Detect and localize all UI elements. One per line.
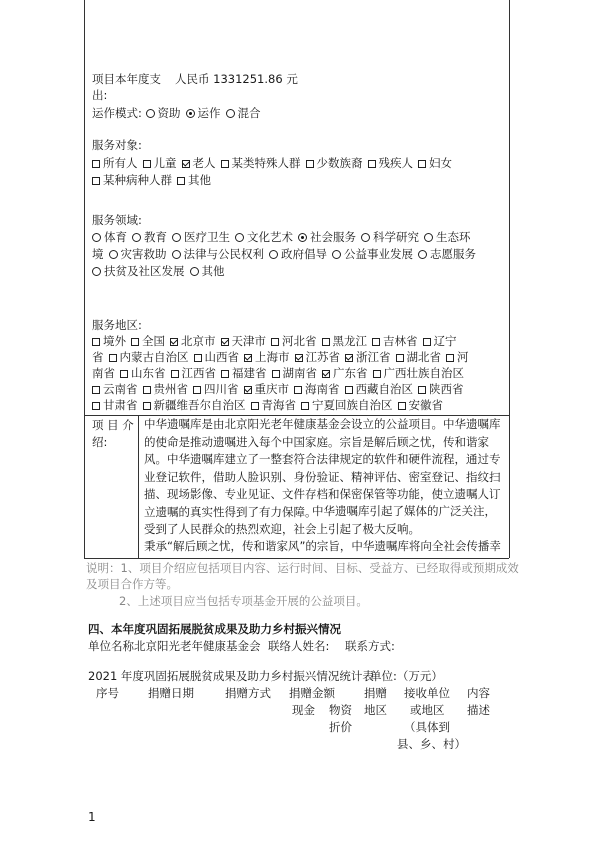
option-label: 天津市	[231, 334, 266, 348]
option-label: 贵州省	[153, 382, 188, 396]
option-label: 黑龙江	[332, 334, 367, 348]
option-label: 湖南省	[282, 366, 317, 380]
col-receiver-d: 县、乡、村）	[397, 737, 466, 751]
option-label: 志愿服务	[430, 247, 476, 261]
option-checkbox[interactable]	[92, 156, 138, 170]
option-checkbox[interactable]	[244, 382, 290, 396]
radio-icon[interactable]	[226, 109, 235, 118]
checkbox-icon[interactable]	[92, 402, 100, 410]
option-checkbox[interactable]	[120, 366, 166, 380]
option-radio[interactable]	[132, 230, 167, 244]
option-label: 江苏省	[305, 350, 340, 364]
option-checkbox[interactable]	[446, 350, 469, 364]
option-checkbox[interactable]	[244, 350, 290, 364]
option-checkbox[interactable]	[170, 334, 216, 348]
checkbox-icon[interactable]	[396, 354, 404, 362]
service-field-line-1	[92, 230, 502, 245]
checkbox-icon[interactable]	[143, 402, 151, 410]
col-region-a: 捐赠	[364, 686, 387, 700]
option-label: 安徽省	[408, 398, 443, 412]
option-radio[interactable]	[269, 247, 327, 261]
service-region-line-2	[92, 350, 502, 365]
option-label: 河北省	[282, 334, 317, 348]
option-checkbox[interactable]	[143, 382, 189, 396]
option-label: 四川省	[204, 382, 239, 396]
option-label: 科学研究	[373, 230, 419, 244]
note-1b: 及项目合作方等。	[86, 577, 178, 591]
col-number: 序号	[96, 686, 119, 700]
col-amount-goods-b: 折价	[329, 720, 352, 734]
option-radio[interactable]	[226, 106, 261, 120]
checkbox-icon[interactable]	[177, 177, 185, 185]
service-region-label: 服务地区:	[92, 318, 142, 332]
option-checkbox[interactable]	[171, 366, 217, 380]
option-label: 境外	[103, 334, 126, 348]
option-label: 北京市	[181, 334, 216, 348]
service-target-label: 服务对象:	[92, 138, 142, 152]
option-radio[interactable]	[298, 230, 356, 244]
option-checkbox[interactable]	[221, 334, 267, 348]
option-checkbox[interactable]	[418, 156, 452, 170]
option-label: 公益事业发展	[344, 247, 413, 261]
checkbox-icon[interactable]	[170, 338, 178, 346]
checkbox-icon[interactable]	[322, 338, 330, 346]
intro-label-b: 绍:	[92, 435, 108, 449]
option-label: 陕西省	[429, 382, 464, 396]
checkbox-icon[interactable]	[221, 338, 229, 346]
option-radio[interactable]	[424, 230, 471, 244]
checkbox-icon[interactable]	[171, 370, 179, 378]
option-checkbox[interactable]	[143, 398, 246, 412]
checkbox-icon[interactable]	[271, 338, 279, 346]
option-label: 扶贫及社区发展	[104, 264, 185, 278]
col-region-b: 地区	[364, 703, 387, 717]
checkbox-icon[interactable]	[221, 370, 229, 378]
radio-icon[interactable]	[424, 233, 433, 242]
option-label: 其他	[188, 173, 211, 187]
section4-contact-name: 联络人姓名:	[268, 639, 330, 653]
option-label: 海南省	[305, 382, 340, 396]
line-prefix: 省	[92, 350, 104, 364]
stats-table-title: 2021 年度巩固拓展脱贫成果及助力乡村振兴情况统计表	[88, 669, 374, 683]
radio-icon[interactable]	[235, 233, 244, 242]
operation-mode-label: 运作模式:	[92, 106, 142, 120]
operation-mode-row	[92, 106, 502, 121]
checkbox-icon[interactable]	[345, 386, 353, 394]
option-label: 上海市	[255, 350, 290, 364]
intro-label-divider	[138, 415, 139, 558]
intro-label-a: 项 目 介	[92, 418, 134, 432]
option-label: 妇女	[429, 156, 452, 170]
option-checkbox[interactable]	[301, 398, 393, 412]
checkbox-icon[interactable]	[418, 160, 426, 168]
intro-paragraph-2: 中华遗嘱库建立了一整套符合法律规定的软件和硬件流程，通过专业登记软件，借助人脸识别、身份验证、精神评估、密室登记、指纹扫描、现场影像、专业见证、文件存档和保密保管等功能，使立遗嘱人订立遗嘱的真实性得到了有力保障。	[144, 452, 501, 519]
option-checkbox[interactable]	[398, 398, 444, 412]
col-amount-goods-a: 物资	[329, 703, 352, 717]
option-label: 体育	[104, 230, 127, 244]
option-label: 广东省	[333, 366, 368, 380]
option-radio[interactable]	[418, 247, 476, 261]
section4-unit: 单位名称北京阳光老年健康基金会	[88, 639, 261, 653]
option-checkbox[interactable]	[322, 366, 368, 380]
option-checkbox[interactable]	[295, 350, 341, 364]
radio-icon[interactable]	[172, 250, 181, 259]
option-radio[interactable]	[190, 264, 225, 278]
option-label: 残疾人	[378, 156, 413, 170]
option-checkbox[interactable]	[345, 350, 391, 364]
option-checkbox[interactable]	[272, 366, 318, 380]
checkbox-icon[interactable]	[120, 370, 128, 378]
option-label: 运作	[197, 106, 221, 120]
service-field-line-2	[92, 247, 502, 262]
option-label: 河	[457, 350, 469, 364]
section4-title: 四、本年度巩固拓展脱贫成果及助力乡村振兴情况	[88, 622, 341, 636]
checkbox-icon[interactable]	[143, 386, 151, 394]
checkbox-icon[interactable]	[322, 370, 330, 378]
option-checkbox[interactable]	[193, 382, 239, 396]
option-checkbox[interactable]	[396, 350, 442, 364]
option-radio[interactable]	[172, 247, 265, 261]
checkbox-icon[interactable]	[301, 402, 309, 410]
radio-icon[interactable]	[190, 267, 199, 276]
service-field-line-3	[92, 264, 502, 279]
radio-icon[interactable]	[332, 250, 341, 259]
line-prefix: 境	[92, 247, 104, 261]
service-target-line-2	[92, 173, 502, 188]
checkbox-icon[interactable]	[373, 370, 381, 378]
option-checkbox[interactable]	[372, 334, 418, 348]
option-label: 教育	[144, 230, 167, 244]
option-checkbox[interactable]	[306, 156, 363, 170]
option-checkbox[interactable]	[345, 382, 414, 396]
checkbox-icon[interactable]	[295, 354, 303, 362]
option-radio[interactable]	[92, 264, 185, 278]
page-number: 1	[88, 810, 96, 824]
radio-icon[interactable]	[269, 250, 278, 259]
checkbox-icon[interactable]	[92, 338, 100, 346]
option-checkbox[interactable]	[418, 382, 464, 396]
checkbox-icon[interactable]	[368, 160, 376, 168]
checkbox-icon[interactable]	[109, 354, 117, 362]
option-checkbox[interactable]	[368, 156, 414, 170]
option-radio[interactable]	[186, 106, 221, 120]
checkbox-icon[interactable]	[306, 160, 314, 168]
option-label: 青海省	[261, 398, 296, 412]
option-label: 内蒙古自治区	[119, 350, 189, 364]
checkbox-icon[interactable]	[446, 354, 454, 362]
option-label: 法律与公民权利	[183, 247, 264, 261]
option-radio[interactable]	[146, 106, 181, 120]
option-radio[interactable]	[172, 230, 230, 244]
checkbox-icon[interactable]	[92, 160, 100, 168]
checkbox-icon[interactable]	[251, 402, 259, 410]
option-label: 老人	[192, 156, 216, 170]
option-label: 湖北省	[406, 350, 441, 364]
checkbox-icon[interactable]	[221, 160, 229, 168]
col-date: 捐赠日期	[148, 686, 194, 700]
option-checkbox[interactable]	[294, 382, 340, 396]
service-region-line-5	[92, 398, 502, 413]
col-description-a: 内容	[467, 686, 490, 700]
option-label: 资助	[157, 106, 181, 120]
option-checkbox[interactable]	[177, 173, 211, 187]
intro-paragraph-4: 秉承“解后顾之忧，传和谐家风”的宗旨，中华遗嘱库将向全社会传播幸	[144, 539, 501, 553]
option-label: 宁夏回族自治区	[312, 398, 393, 412]
checkbox-icon[interactable]	[244, 354, 252, 362]
checkbox-icon[interactable]	[193, 386, 201, 394]
option-checkbox[interactable]	[221, 156, 301, 170]
option-checkbox[interactable]	[271, 334, 317, 348]
option-checkbox[interactable]	[109, 350, 189, 364]
option-radio[interactable]	[332, 247, 413, 261]
checkbox-icon[interactable]	[345, 354, 353, 362]
option-radio[interactable]	[92, 230, 127, 244]
radio-icon[interactable]	[361, 233, 370, 242]
line-prefix: 南省	[92, 366, 115, 380]
budget-label-a: 项目本年度支	[92, 72, 161, 86]
checkbox-icon[interactable]	[131, 338, 139, 346]
option-label: 所有人	[103, 156, 138, 170]
col-method: 捐赠方式	[225, 686, 271, 700]
service-target-line-1	[92, 156, 502, 171]
checkbox-icon[interactable]	[92, 386, 100, 394]
option-label: 江西省	[181, 366, 216, 380]
section4-contact: 联系方式:	[345, 639, 395, 653]
intro-paragraph-1: 中华遗嘱库是由北京阳光老年健康基金会设立的公益项目。中华遗嘱库的使命是推动遗嘱进入每个中国家庭。宗旨是解后顾之忧，传和谐家风。	[144, 417, 501, 466]
operation-mode-options	[146, 106, 266, 120]
option-label: 吉林省	[383, 334, 418, 348]
option-label: 山东省	[131, 366, 166, 380]
checkbox-icon[interactable]	[92, 177, 100, 185]
option-checkbox[interactable]	[92, 398, 138, 412]
radio-icon[interactable]	[418, 250, 427, 259]
service-region-line-3	[92, 366, 502, 381]
radio-icon[interactable]	[109, 250, 118, 259]
option-checkbox[interactable]	[373, 366, 465, 380]
service-field-label: 服务领域:	[92, 213, 142, 227]
option-checkbox[interactable]	[322, 334, 368, 348]
option-label: 云南省	[103, 382, 138, 396]
radio-icon[interactable]	[172, 233, 181, 242]
radio-icon[interactable]	[298, 233, 307, 242]
note-1a: 说明：1、项目介绍应包括项目内容、运行时间、目标、受益方、已经取得或预期成效	[86, 561, 519, 575]
option-checkbox[interactable]	[221, 366, 267, 380]
radio-icon[interactable]	[132, 233, 141, 242]
option-label: 政府倡导	[281, 247, 327, 261]
option-label: 其他	[201, 264, 225, 278]
budget-label-b: 出:	[92, 88, 108, 102]
option-radio[interactable]	[109, 247, 167, 261]
option-label: 某类特殊人群	[231, 156, 301, 170]
col-receiver-b: 或地区	[410, 703, 445, 717]
option-label: 社会服务	[310, 230, 356, 244]
option-checkbox[interactable]	[92, 173, 172, 187]
option-label: 少数族裔	[316, 156, 363, 170]
radio-icon[interactable]	[92, 233, 101, 242]
col-amount-cash: 现金	[292, 703, 315, 717]
service-region-line-4	[92, 382, 502, 397]
service-region-line-1	[92, 334, 502, 349]
option-checkbox[interactable]	[423, 334, 457, 348]
option-label: 医疗卫生	[184, 230, 230, 244]
col-receiver-c: （具体到	[404, 720, 450, 734]
option-label: 西藏自治区	[355, 382, 413, 396]
radio-icon[interactable]	[92, 267, 101, 276]
radio-icon[interactable]	[146, 109, 155, 118]
checkbox-icon[interactable]	[143, 160, 151, 168]
checkbox-icon[interactable]	[398, 402, 406, 410]
option-label: 全国	[142, 334, 165, 348]
checkbox-icon[interactable]	[272, 370, 280, 378]
option-checkbox[interactable]	[131, 334, 165, 348]
option-label: 混合	[237, 106, 261, 120]
checkbox-icon[interactable]	[423, 338, 431, 346]
note-2: 2、上述项目应当包括专项基金开展的公益项目。	[119, 594, 368, 608]
option-label: 辽宁	[433, 334, 457, 348]
option-label: 新疆维吾尔自治区	[153, 398, 246, 412]
option-label: 甘肃省	[103, 398, 138, 412]
option-label: 重庆市	[254, 382, 289, 396]
radio-icon[interactable]	[186, 109, 195, 118]
checkbox-icon[interactable]	[372, 338, 380, 346]
option-label: 灾害救助	[120, 247, 167, 261]
option-label: 福建省	[232, 366, 267, 380]
option-label: 浙江省	[356, 350, 391, 364]
option-label: 山西省	[204, 350, 239, 364]
col-amount: 捐赠金额	[289, 686, 335, 700]
option-label: 某种病种人群	[103, 173, 172, 187]
option-label: 生态环	[436, 230, 471, 244]
option-radio[interactable]	[235, 230, 293, 244]
option-label: 儿童	[153, 156, 177, 170]
checkbox-icon[interactable]	[182, 160, 190, 168]
option-checkbox[interactable]	[251, 398, 297, 412]
checkbox-icon[interactable]	[244, 386, 252, 394]
option-checkbox[interactable]	[92, 334, 126, 348]
option-radio[interactable]	[361, 230, 419, 244]
intro-paragraph-3: 中华遗嘱库引起了媒体的广泛关注，受到了人民群众的热烈欢迎，社会上引起了极大反响。	[144, 504, 496, 536]
budget-value: 人民币 1331251.86 元	[175, 72, 298, 86]
option-label: 广西壮族自治区	[383, 366, 464, 380]
col-description-b: 描述	[467, 703, 490, 717]
checkbox-icon[interactable]	[418, 386, 426, 394]
table-bottom-border	[84, 558, 509, 559]
checkbox-icon[interactable]	[194, 354, 202, 362]
checkbox-icon[interactable]	[294, 386, 302, 394]
col-receiver-a: 接收单位	[404, 686, 450, 700]
stats-table-unit: 单位:（万元）	[370, 669, 443, 683]
option-checkbox[interactable]	[92, 382, 138, 396]
option-checkbox[interactable]	[194, 350, 240, 364]
option-checkbox[interactable]	[182, 156, 216, 170]
option-checkbox[interactable]	[143, 156, 177, 170]
option-label: 文化艺术	[247, 230, 293, 244]
